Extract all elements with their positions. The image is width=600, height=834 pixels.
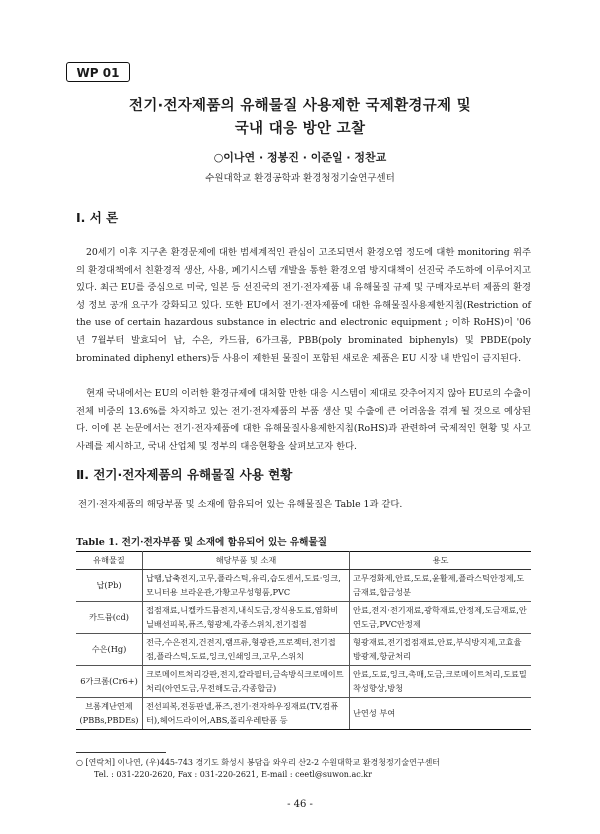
section2-paragraph1: 전기·전자제품의 해당부품 및 소재에 함유되어 있는 유해물질은 Table 1과 같다. xyxy=(78,499,403,510)
table-cell-parts: 크로메이트처리강판,전지,칼라필터,금속방식크로메이트처리(아연도금,무전해도금,각종합금) xyxy=(143,665,350,697)
affiliation: 수원대학교 환경공학과 환경청정기술연구센터 xyxy=(205,173,395,184)
table-header-use: 용도 xyxy=(350,552,532,570)
section1-paragraph2: 현재 국내에서는 EU의 이러한 환경규제에 대처할 만한 대응 시스템이 제대로 갖추어지지 않아 EU로의 수출이 전체 비중의 13.6%를 차지하고 있는 전기·전자제품의 부품 생산 및 수출에 큰 어려움을 겪게 될 것으로 예상된다. 이에 본 논문에서는 전기·전자제품에 대한 유해물질사용제한지침(RoHS)과 관련하여 국제적인 현황 및 사고사례를 제시하고, 국내 산업체 및 정부의 대응현황을 살펴보고자 한다. xyxy=(76,388,531,452)
paper-title-line2: 국내 대응 방안 고찰 xyxy=(234,121,366,137)
footnote-tel: Tel. : 031-220-2620, Fax : 031-220-2621, E-mail : ceetl@suwon.ac.kr xyxy=(94,770,372,779)
footnote-contact: ○ [연락처] 이나연, (우)445-743 경기도 화성시 봉담읍 와우리 산2-2 수원대학교 환경청정기술연구센터 xyxy=(76,758,441,767)
table-row xyxy=(76,601,531,633)
table-row xyxy=(76,697,531,729)
table-cell-parts: 전극,수은전지,건전지,램프류,형광관,프로젝터,전기접점,플라스틱,도료,잉크,인쇄잉크,고무,스위치 xyxy=(143,633,350,665)
paper-title-line1: 전기·전자제품의 유해물질 사용제한 국제환경규제 및 xyxy=(129,98,471,114)
section1-heading: Ⅰ. 서 론 xyxy=(76,210,119,225)
table-cell-use: 형광재료,전기접점재료,안료,부식방지제,고효율방광제,항균처리 xyxy=(350,633,532,665)
table-cell-use: 고무경화제,안료,도료,윤활제,플라스틱안정제,도금재료,합금성분 xyxy=(350,569,532,601)
table-cell-use: 안료,전지·전기재료,광학재료,안정제,도금재료,안연도금,PVC안정제 xyxy=(350,601,532,633)
hazardous-substance-table xyxy=(76,551,531,730)
paper-badge: WP 01 xyxy=(66,62,130,82)
table-cell-substance: 6가크롬(Cr6+) xyxy=(76,665,143,697)
footnote-divider xyxy=(76,752,166,753)
table-cell-parts: 접점재료,니켈카드뮴전지,내식도금,장식용도료,염화비닐배선피복,퓨즈,형광체,각종스위치,전기접점 xyxy=(143,601,350,633)
section1-paragraph1: 20세기 이후 지구촌 환경문제에 대한 범세계적인 관심이 고조되면서 환경오염 정도에 대한 monitoring 위주의 환경대책에서 친환경적 생산, 사용, 폐기시스템 개발을 통한 환경오염 방지대책이 선진국 주도하에 이루어지고 있다. 최근 EU를 중심으로 미국, 일본 등 선진국의 전기·전자제품 내 유해물질 규제 및 구매자로부터 제품의 환경성 정보 공개 요구가 강화되고 있다. 또한 EU에서 전기·전자제품에 대한 유해물질사용제한지침(Restriction of the use of certain hazardous substance in electric and electronic equipment ; 이하 RoHS)이 '06년 7월부터 발효되어 납, 수은, 카드뮴, 6가크롬, PBB(poly brominated biphenyls) 및 PBDE(poly brominated diphenyl ethers)등 사용이 제한된 물질이 포함된 새로운 제품은 EU 시장 내 반입이 금지된다. xyxy=(76,247,531,364)
table-cell-parts: 납땜,납축전지,고무,플라스틱,유리,습도센서,도료·잉크,모니터용 브라운관,가황고무성형품,PVC xyxy=(143,569,350,601)
table-row xyxy=(76,633,531,665)
table-header-substance: 유해물질 xyxy=(76,552,143,570)
authors: ○이나연 · 정봉진 · 이준일 · 정찬교 xyxy=(213,151,387,164)
table-cell-substance: 카드뮴(cd) xyxy=(76,601,143,633)
section2-heading: Ⅱ. 전기·전자제품의 유해물질 사용 현황 xyxy=(76,467,293,482)
table-cell-use: 안료,도료,잉크,촉매,도금,크로메이트처리,도료밀착성향상,방청 xyxy=(350,665,532,697)
table-cell-parts: 전선피복,전동판넬,퓨즈,전기·전자하우징재료(TV,컴퓨터),헤어드라이어,ABS,폴리우레탄폼 등 xyxy=(143,697,350,729)
table-cell-substance: 브롬계난연제(PBBs,PBDEs) xyxy=(76,697,143,729)
table-header-row xyxy=(76,552,531,570)
table-cell-substance: 수은(Hg) xyxy=(76,633,143,665)
page-number: - 46 - xyxy=(287,799,313,810)
table-row xyxy=(76,665,531,697)
table-header-parts: 해당부품 및 소재 xyxy=(143,552,350,570)
table-cell-substance: 납(Pb) xyxy=(76,569,143,601)
footnote xyxy=(76,757,440,781)
table-caption: Table 1. 전기·전자부품 및 소재에 함유되어 있는 유해물질 xyxy=(76,537,327,548)
table-row xyxy=(76,569,531,601)
table-cell-use: 난연성 부여 xyxy=(350,697,532,729)
